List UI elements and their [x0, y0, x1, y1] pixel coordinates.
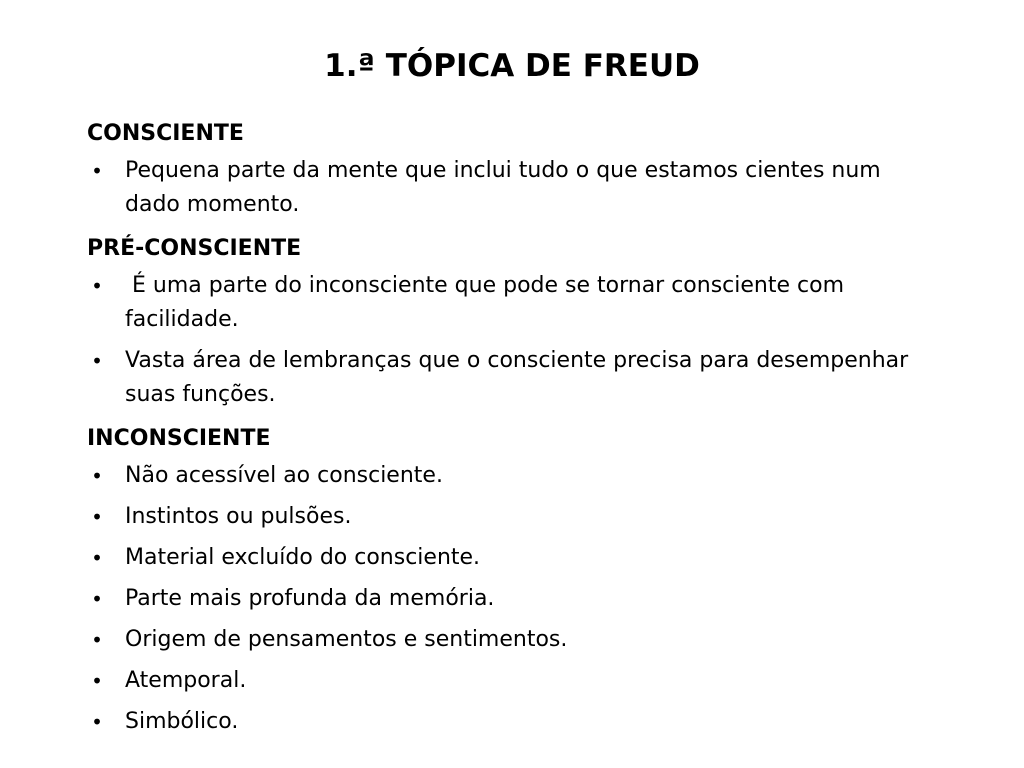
bullet-icon: • — [91, 628, 103, 652]
bullet-item — [87, 344, 937, 412]
bullet-item — [87, 582, 937, 616]
section-heading-inconsciente: INCONSCIENTE — [87, 426, 271, 451]
bullet-icon: • — [91, 546, 103, 570]
bullet-item — [87, 705, 937, 739]
bullet-text: Atemporal. — [125, 668, 247, 693]
bullet-text: Parte mais profunda da memória. — [125, 586, 495, 611]
bullet-item — [87, 154, 937, 222]
bullet-icon: • — [91, 710, 103, 734]
bullet-icon: • — [91, 159, 103, 183]
bullet-text: É uma parte do inconsciente que pode se tornar consciente com facilidade. — [125, 273, 852, 332]
bullet-text: Vasta área de lembranças que o consciente precisa para desempenhar suas funções. — [125, 348, 909, 407]
bullet-icon: • — [91, 505, 103, 529]
bullet-item — [87, 664, 937, 698]
bullet-icon: • — [91, 274, 103, 298]
bullet-text: Material excluído do consciente. — [125, 545, 481, 570]
bullet-text: Não acessível ao consciente. — [125, 463, 443, 488]
bullet-icon: • — [91, 587, 103, 611]
bullet-item — [87, 459, 937, 493]
bullet-text: Origem de pensamentos e sentimentos. — [125, 627, 568, 652]
bullet-icon: • — [91, 464, 103, 488]
slide-title: 1.ª TÓPICA DE FREUD — [324, 48, 700, 84]
slide-content — [87, 114, 937, 746]
bullet-text: Instintos ou pulsões. — [125, 504, 352, 529]
bullet-text: Pequena parte da mente que inclui tudo o que estamos cientes num dado momento. — [125, 158, 881, 217]
bullet-item — [87, 623, 937, 657]
bullet-icon: • — [91, 349, 103, 373]
bullet-item — [87, 541, 937, 575]
section-heading-consciente: CONSCIENTE — [87, 121, 244, 146]
section-heading-pre-consciente: PRÉ-CONSCIENTE — [87, 236, 302, 261]
bullet-item — [87, 269, 937, 337]
bullet-icon: • — [91, 669, 103, 693]
bullet-item — [87, 500, 937, 534]
bullet-text: Simbólico. — [125, 709, 239, 734]
